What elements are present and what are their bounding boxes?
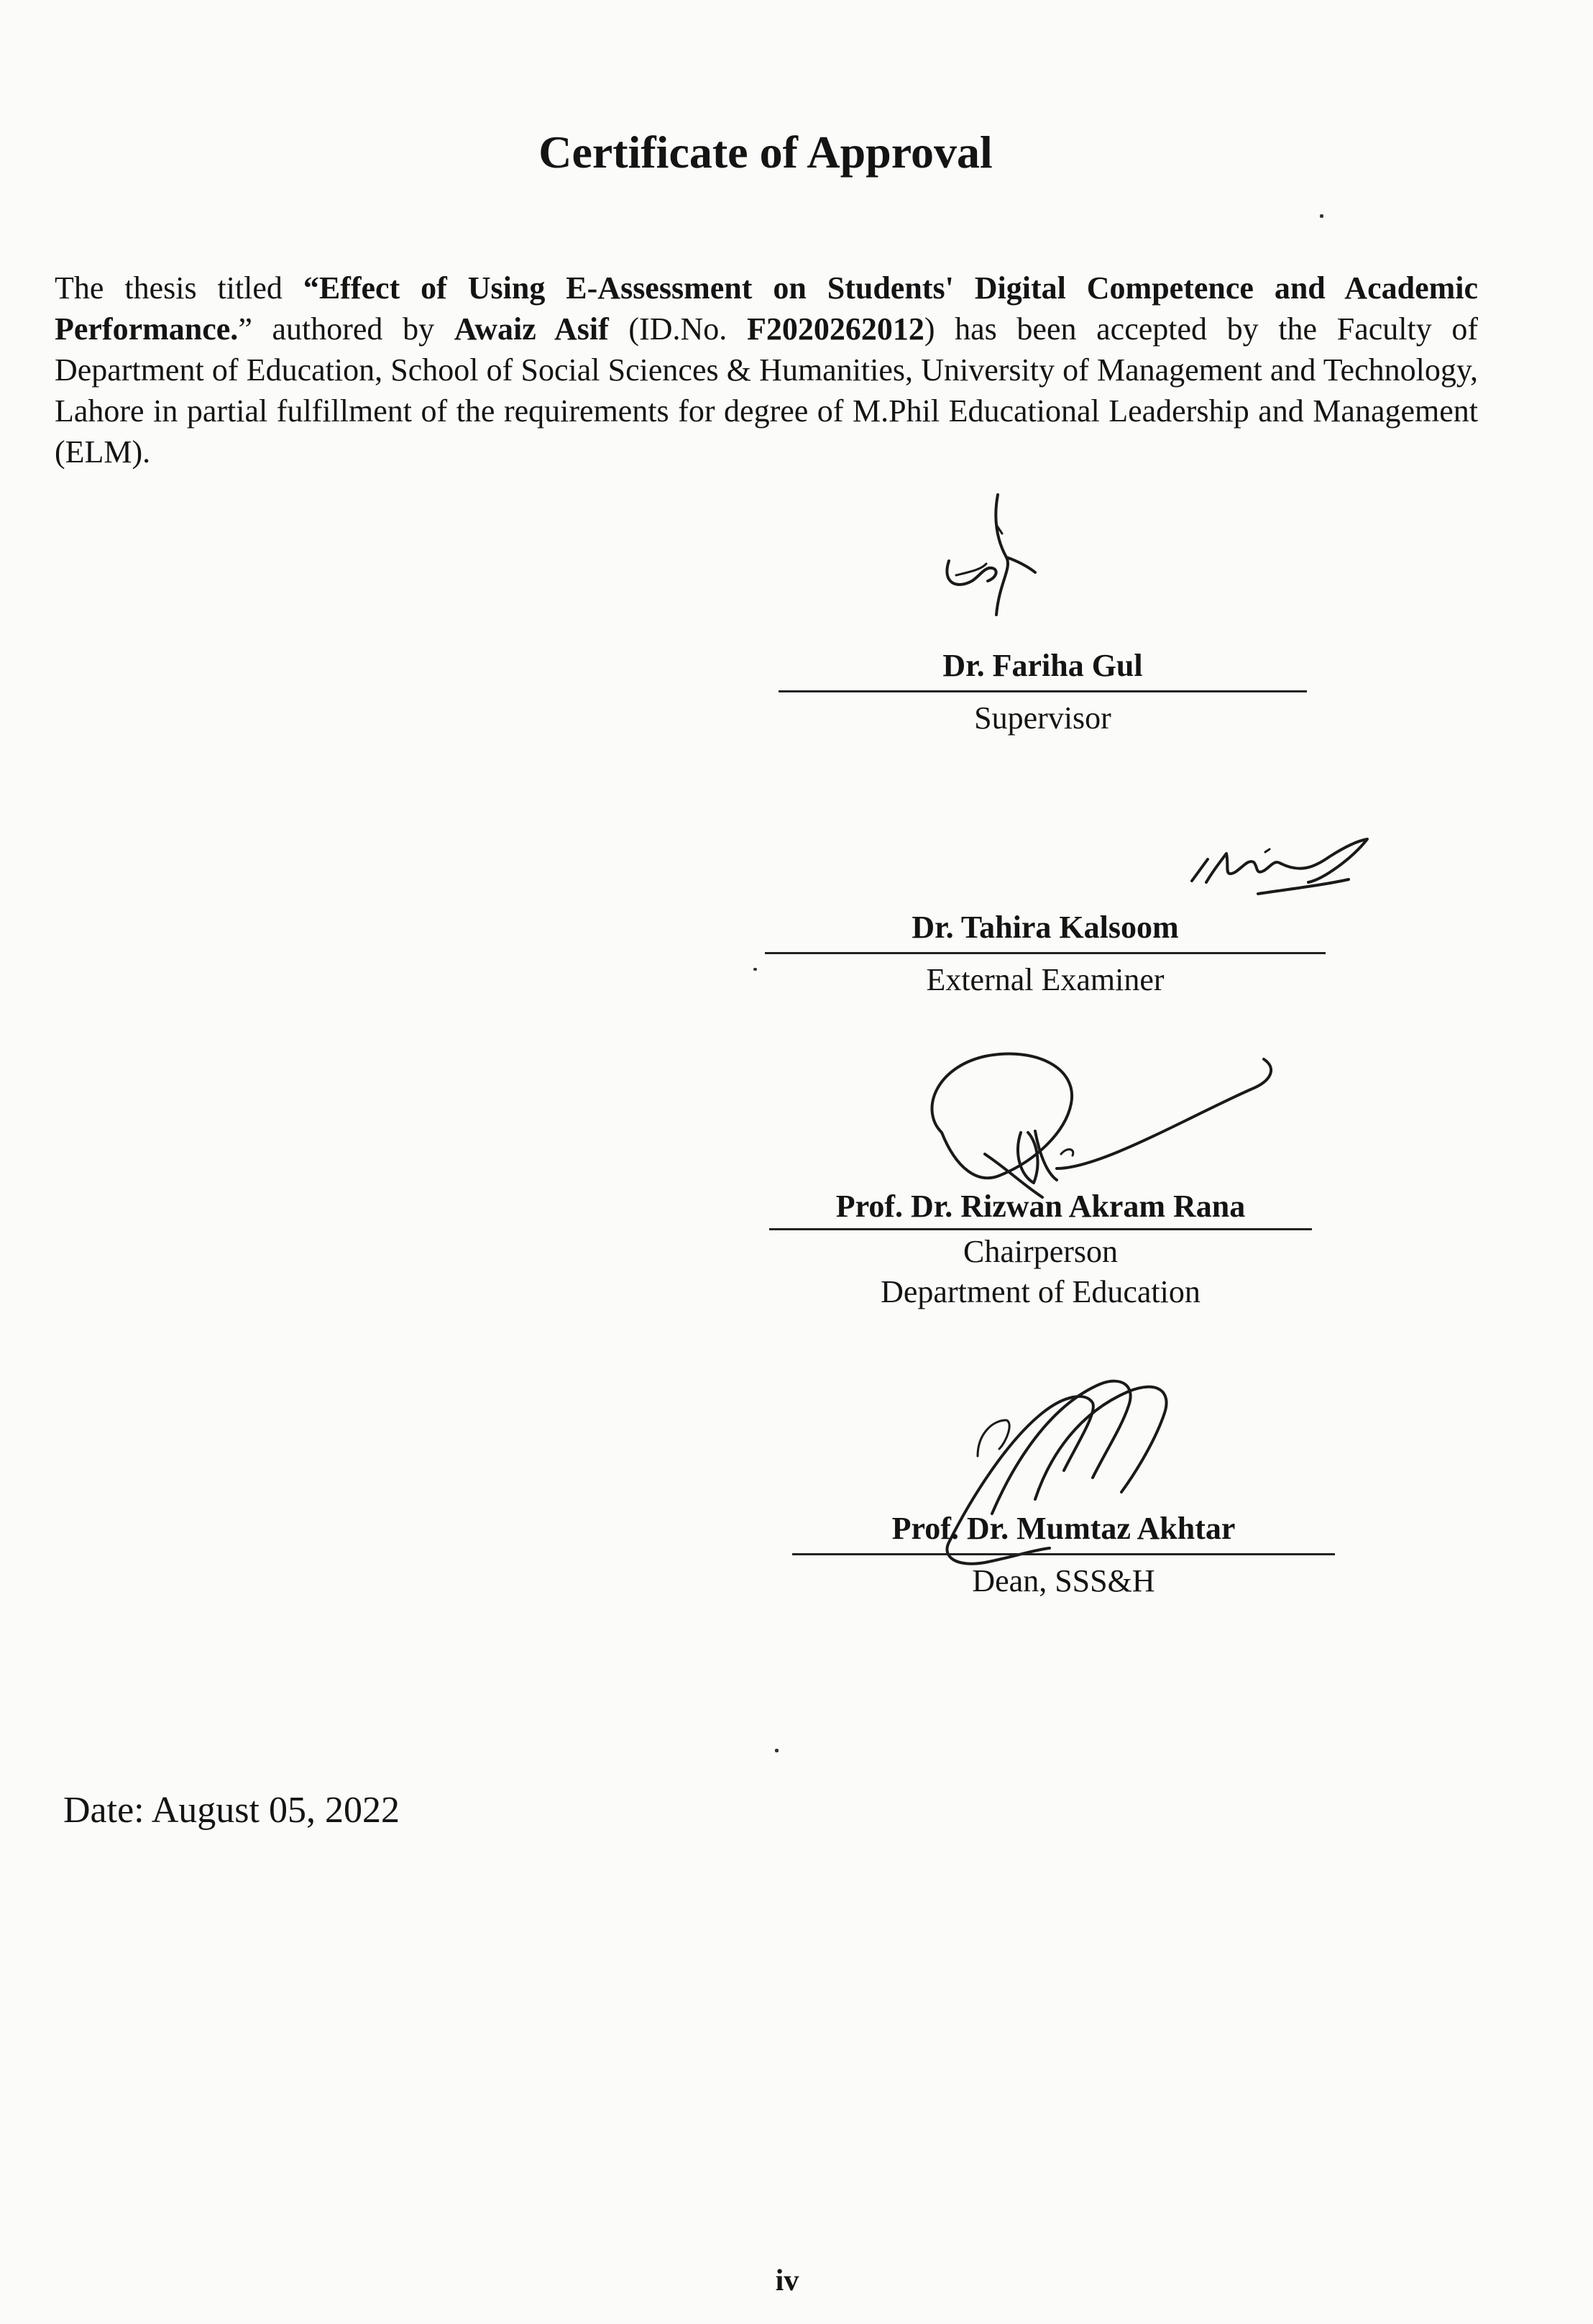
page-title: Certificate of Approval <box>538 127 993 178</box>
statement-intro: The thesis titled <box>55 270 303 306</box>
scan-speck <box>753 968 757 971</box>
supervisor-name: Dr. Fariha Gul <box>942 648 1143 683</box>
approval-statement <box>55 267 1478 472</box>
signature-line <box>779 690 1307 692</box>
dean-role: Dean, SSS&H <box>972 1563 1155 1598</box>
external-examiner-role: External Examiner <box>926 962 1165 997</box>
student-id: F2020262012 <box>746 311 924 347</box>
dean-block <box>792 1509 1335 1601</box>
scan-speck <box>1320 214 1323 218</box>
external-examiner-block <box>765 907 1326 1000</box>
thesis-title: “Effect of Using E-Assessment on Students' Digital Competence and Academic Performance. <box>55 270 1478 347</box>
external-examiner-name: Dr. Tahira Kalsoom <box>912 910 1179 945</box>
statement-rest: ) has been accepted by the Faculty of Department of Education, School of Social Sciences & Humanities, University of Management and Technology, Lahore in partial fulfillment of the requirements for degree of M.Phil Educational Leadership and Management (ELM). <box>55 311 1478 470</box>
approval-date: Date: August 05, 2022 <box>63 1790 400 1831</box>
supervisor-block <box>779 646 1307 738</box>
statement-authored-by: ” authored by <box>238 311 454 347</box>
signature-line <box>792 1553 1335 1555</box>
dean-name: Prof. Dr. Mumtaz Akhtar <box>891 1511 1236 1546</box>
scan-speck <box>775 1749 779 1752</box>
chairperson-block <box>769 1186 1312 1312</box>
chairperson-role: Chairperson <box>963 1234 1119 1269</box>
author-name: Awaiz Asif <box>454 311 609 347</box>
chairperson-name: Prof. Dr. Rizwan Akram Rana <box>835 1189 1246 1224</box>
page-number: iv <box>775 2264 799 2297</box>
statement-id-prefix: (ID.No. <box>608 311 747 347</box>
supervisor-role: Supervisor <box>974 700 1111 736</box>
signature-line <box>769 1228 1312 1230</box>
chairperson-department: Department of Education <box>881 1274 1201 1309</box>
signature-line <box>765 952 1326 954</box>
supervisor-signature <box>927 489 1064 626</box>
